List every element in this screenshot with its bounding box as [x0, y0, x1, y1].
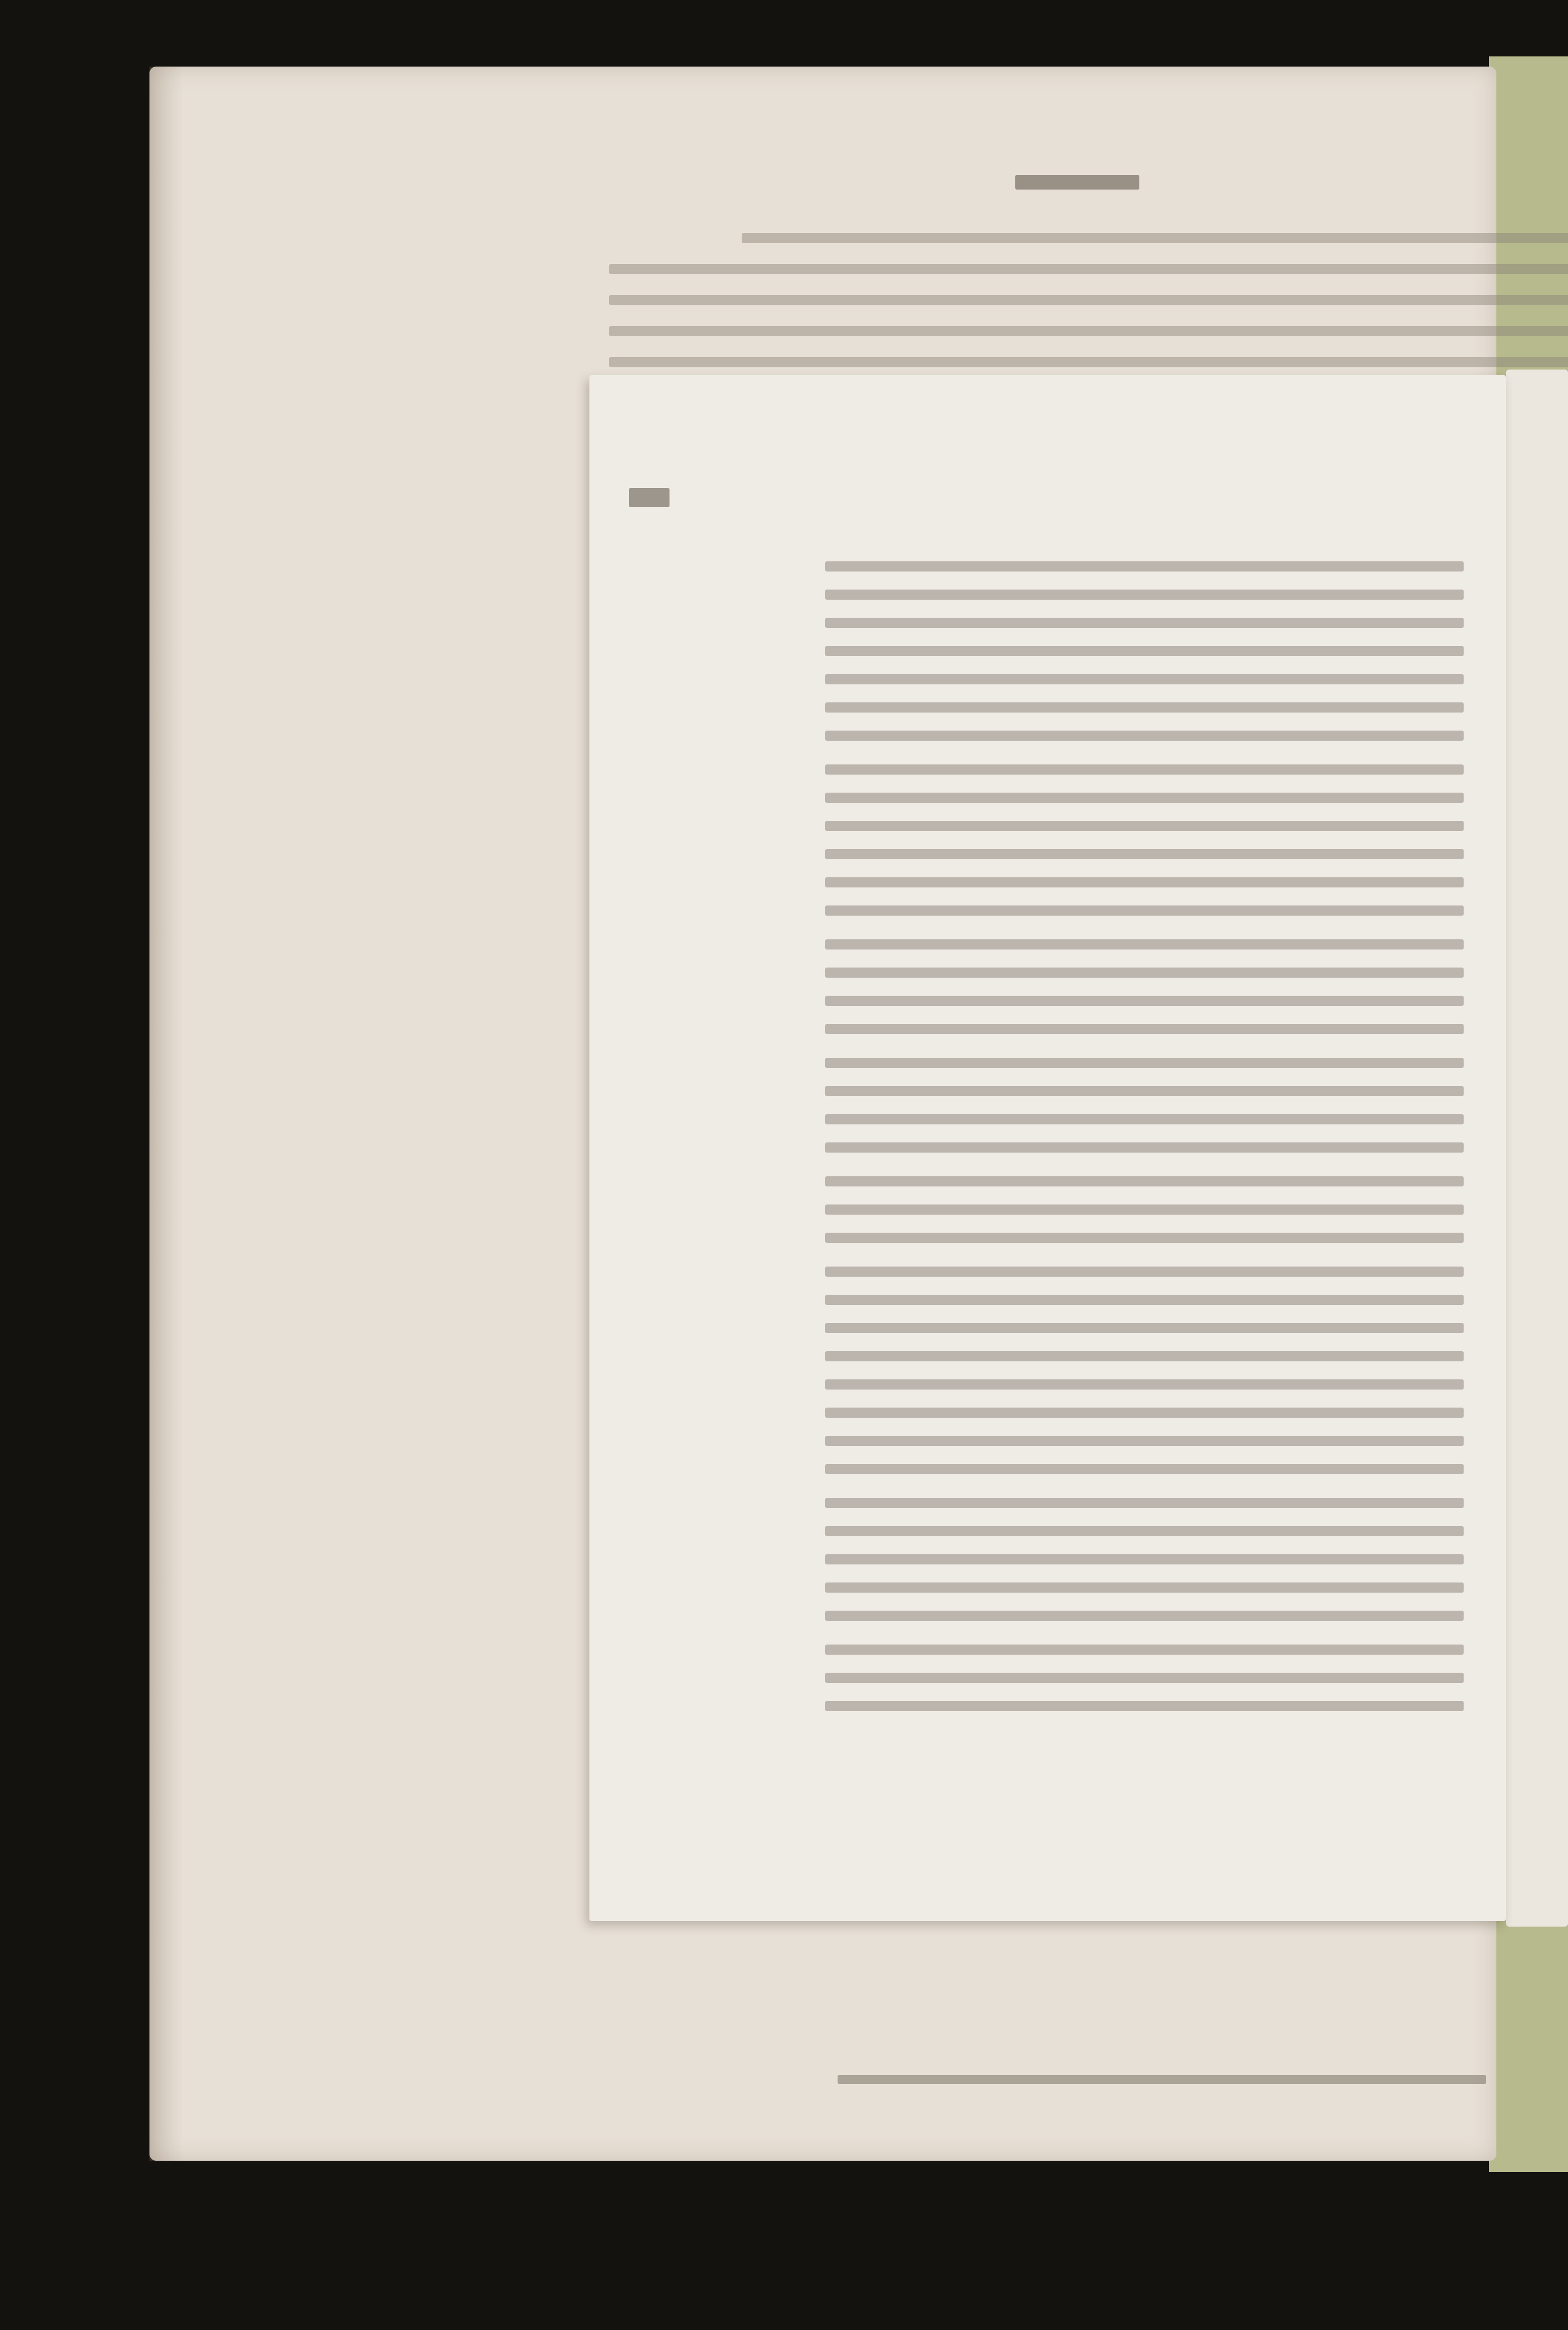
slip-text-line	[825, 1351, 1464, 1361]
slip-text-line	[825, 1086, 1464, 1096]
slip-text-line	[825, 1436, 1464, 1446]
text-line	[742, 233, 1568, 243]
slip-text-line	[825, 849, 1464, 859]
text-line	[609, 264, 1568, 274]
slip-text-line	[825, 996, 1464, 1006]
slip-text-line	[825, 1233, 1464, 1243]
slip-text-line	[825, 1611, 1464, 1621]
slip-text-line	[825, 1024, 1464, 1034]
slip-text-line	[825, 1464, 1464, 1474]
slip-number-block	[629, 488, 670, 507]
slip-text-line	[825, 1554, 1464, 1564]
printer-footer-line	[838, 2075, 1486, 2084]
slip-text-line	[825, 939, 1464, 949]
overlaid-paper-slip	[589, 375, 1506, 1921]
right-page-strip	[1506, 370, 1568, 1927]
text-line	[609, 326, 1568, 336]
slip-text-line	[825, 1323, 1464, 1333]
slip-text-line	[825, 905, 1464, 916]
slip-text-line	[825, 1176, 1464, 1186]
slip-text-line	[825, 1295, 1464, 1305]
slip-text-line	[825, 1645, 1464, 1655]
slip-text-line	[825, 1204, 1464, 1215]
slip-text-line	[825, 561, 1464, 571]
slip-text-line	[825, 764, 1464, 775]
slip-text-line	[825, 1142, 1464, 1153]
slip-text-line	[825, 1058, 1464, 1068]
text-line	[609, 295, 1568, 305]
slip-text-line	[825, 1701, 1464, 1711]
page-edge-shadow	[149, 67, 183, 2161]
slip-text-line	[825, 731, 1464, 741]
slip-text-line	[825, 1114, 1464, 1124]
slip-text-line	[825, 877, 1464, 887]
slip-text-line	[825, 618, 1464, 628]
slip-text-line	[825, 674, 1464, 684]
slip-text-line	[825, 1379, 1464, 1390]
slip-text-line	[825, 702, 1464, 713]
slip-text-line	[825, 1498, 1464, 1508]
text-line	[609, 357, 1568, 367]
slip-text-line	[825, 1526, 1464, 1536]
slip-text-line	[825, 968, 1464, 978]
slip-text-line	[825, 1582, 1464, 1593]
slip-text-line	[825, 646, 1464, 656]
slip-text-line	[825, 590, 1464, 600]
slip-text-line	[825, 793, 1464, 803]
page-number-block	[1015, 175, 1139, 190]
slip-text-line	[825, 1673, 1464, 1683]
slip-text-line	[825, 1267, 1464, 1277]
slip-text-line	[825, 821, 1464, 831]
slip-text-line	[825, 1408, 1464, 1418]
